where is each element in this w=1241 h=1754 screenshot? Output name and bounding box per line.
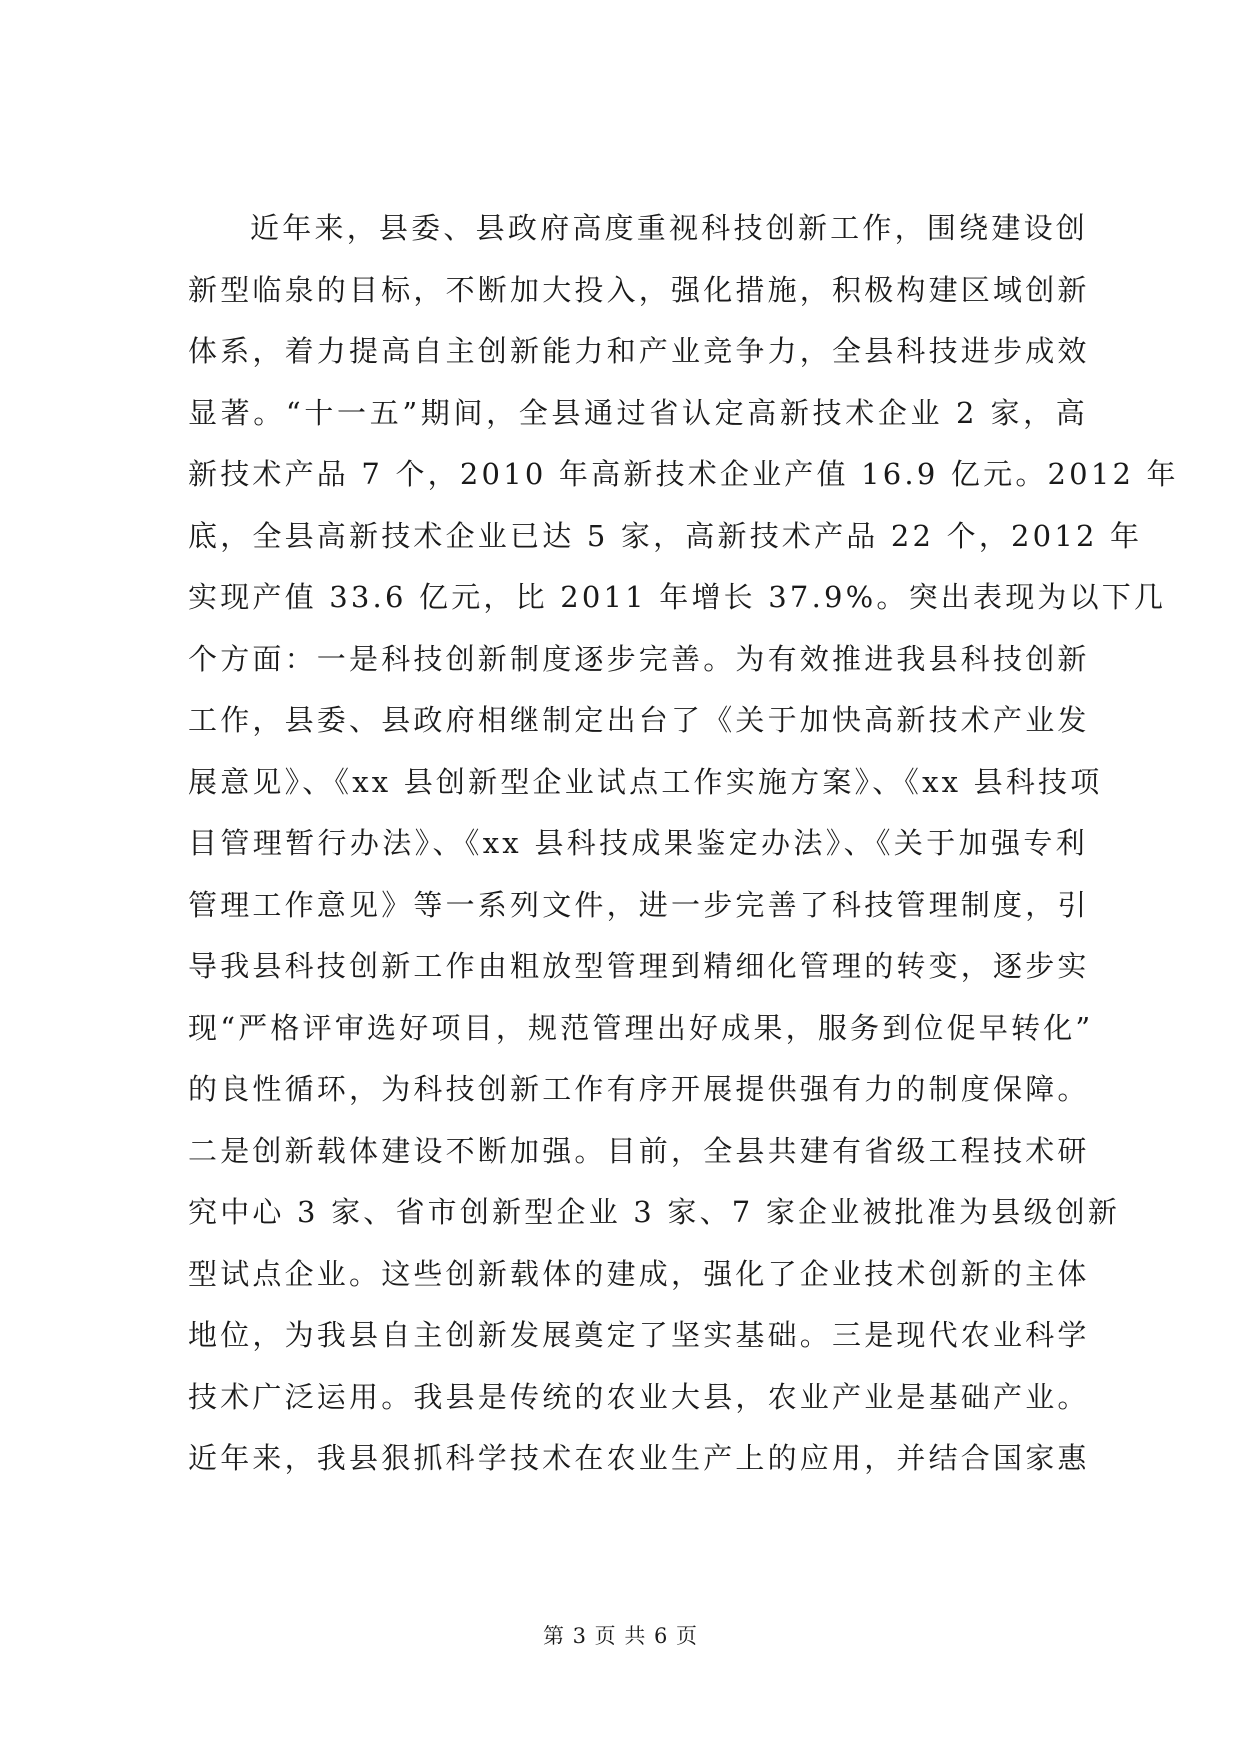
text-line: 体系，着力提高自主创新能力和产业竞争力，全县科技进步成效 [188,334,1090,368]
text-line: 工作，县委、县政府相继制定出台了《关于加快高新技术产业发 [188,703,1090,737]
text-line: 管理工作意见》等一系列文件，进一步完善了科技管理制度，引 [188,887,1090,922]
body-paragraph [188,198,1179,1490]
text-line: 展意见》、《xx 县创新型企业试点工作实施方案》、《xx 县科技项 [188,764,1103,799]
text-line: 近年来，县委、县政府高度重视科技创新工作，围绕建设创 [250,211,1088,245]
text-line: 导我县科技创新工作由粗放型管理到精细化管理的转变，逐步实 [188,949,1090,983]
text-line: 二是创新载体建设不断加强。目前，全县共建有省级工程技术研 [188,1133,1090,1168]
text-line: 地位，为我县自主创新发展奠定了坚实基础。三是现代农业科学 [188,1318,1090,1352]
text-line: 究中心 3 家、省市创新型企业 3 家、7 家企业被批准为县级创新 [188,1195,1121,1229]
text-line: 显著。“十一五”期间，全县通过省认定高新技术企业 2 家，高 [188,395,1088,430]
text-line: 目管理暂行办法》、《xx 县科技成果鉴定办法》、《关于加强专利 [188,826,1088,860]
text-line: 技术广泛运用。我县是传统的农业大县，农业产业是基础产业。 [188,1379,1090,1414]
text-line: 近年来，我县狠抓科学技术在农业生产上的应用，并结合国家惠 [188,1441,1090,1475]
text-line: 实现产值 33.6 亿元，比 2011 年增长 37.9%。突出表现为以下几 [188,580,1167,614]
text-line: 新型临泉的目标，不断加大投入，强化措施，积极构建区域创新 [188,272,1090,307]
text-line: 底，全县高新技术企业已达 5 家，高新技术产品 22 个，2012 年 [188,518,1143,553]
text-line: 的良性循环，为科技创新工作有序开展提供强有力的制度保障。 [188,1072,1090,1106]
text-line: 新技术产品 7 个，2010 年高新技术企业产值 16.9 亿元。2012 年 [188,457,1179,491]
text-line: 个方面：一是科技创新制度逐步完善。为有效推进我县科技创新 [188,641,1090,676]
page-footer: 第 3 页 共 6 页 [542,1624,699,1648]
text-line: 现“严格评审选好项目，规范管理出好成果，服务到位促早转化” [188,1010,1094,1045]
text-line: 型试点企业。这些创新载体的建成，强化了企业技术创新的主体 [188,1256,1090,1291]
